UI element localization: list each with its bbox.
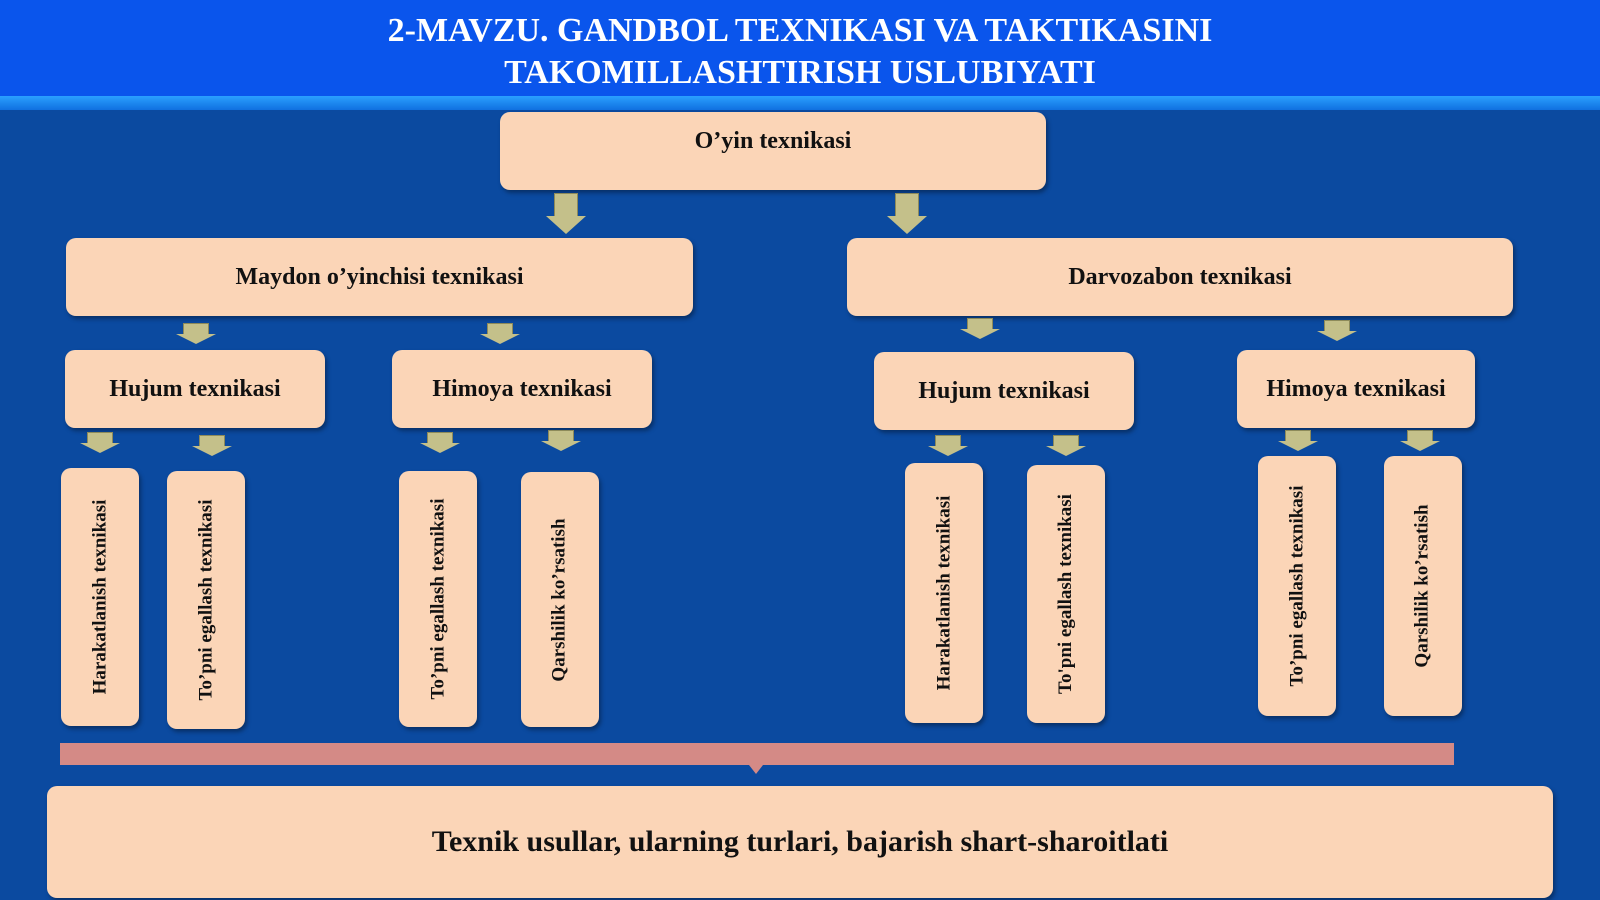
arrow-head	[1278, 441, 1318, 451]
arrow-head	[541, 441, 581, 451]
leaf-field-attack-2-label: To’pni egallash texnikasi	[195, 499, 216, 701]
root-label: O’yin texnikasi	[694, 128, 852, 154]
arrow-head	[480, 334, 520, 344]
leaf-field-defense-2-label: Qarshilik ko’rsatish	[549, 517, 570, 682]
leaf-gk-attack-2	[1027, 465, 1105, 723]
gk-attack-box	[874, 352, 1134, 430]
leaf-gk-defense-2	[1384, 456, 1462, 716]
arrow-head	[1046, 446, 1086, 456]
field-defense-box	[392, 350, 652, 428]
leaf-gk-defense-2-label: Qarshilik ko’rsatish	[1412, 504, 1433, 668]
gk-attack-label: Hujum texnikasi	[918, 377, 1090, 404]
leaf-field-defense-1	[399, 471, 477, 727]
leaf-gk-defense-1	[1258, 456, 1336, 716]
slide-title-line2: TAKOMILLASHTIRISH USLUBIYATI	[504, 54, 1096, 91]
bottom-box	[47, 786, 1553, 898]
leaf-gk-attack-1	[905, 463, 983, 723]
title-stripe	[0, 96, 1600, 110]
goalkeeper-box	[847, 238, 1513, 316]
field-player-label: Maydon o’yinchisi texnikasi	[235, 263, 524, 290]
leaf-field-attack-2	[167, 471, 245, 729]
arrow-head	[1317, 331, 1357, 341]
bottom-label: Texnik usullar, ularning turlari, bajarish shart-sharoitlati	[431, 825, 1169, 858]
arrow-shaft	[554, 193, 578, 217]
leaf-field-defense-1-label: To’pni egallash texnikasi	[427, 498, 448, 700]
gk-defense-box	[1237, 350, 1475, 428]
field-attack-label: Hujum texnikasi	[109, 375, 281, 402]
arrow-shaft	[895, 193, 919, 217]
leaf-gk-defense-1-label: To’pni egallash texnikasi	[1286, 485, 1307, 687]
arrow-head	[960, 329, 1000, 339]
connector-bar	[60, 743, 1454, 765]
leaf-gk-attack-1-label: Harakatlanish texnikasi	[933, 495, 955, 691]
arrow-head	[887, 216, 927, 234]
field-defense-label: Himoya texnikasi	[432, 375, 612, 402]
arrow-head	[928, 446, 968, 456]
field-player-box	[66, 238, 693, 316]
leaf-field-attack-1	[61, 468, 139, 726]
arrow-head	[546, 216, 586, 234]
field-attack-box	[65, 350, 325, 428]
leaf-field-attack-1-label: Harakatlanish texnikasi	[89, 499, 111, 695]
slide-title-line1: 2-MAVZU. GANDBOL TEXNIKASI VA TAKTIKASINI	[387, 12, 1213, 49]
goalkeeper-label: Darvozabon texnikasi	[1068, 263, 1292, 290]
arrow-head	[420, 443, 460, 453]
leaf-field-defense-2	[521, 472, 599, 727]
gk-defense-label: Himoya texnikasi	[1266, 375, 1446, 402]
slide-title	[0, 10, 1600, 94]
leaf-gk-attack-2-label: To'pni egallash texnikasi	[1055, 494, 1077, 694]
arrow-head	[176, 334, 216, 344]
root-box	[500, 112, 1046, 190]
arrow-head	[1400, 441, 1440, 451]
arrow-head	[192, 446, 232, 456]
connector-arrow-icon	[749, 765, 763, 774]
arrow-head	[80, 443, 120, 453]
